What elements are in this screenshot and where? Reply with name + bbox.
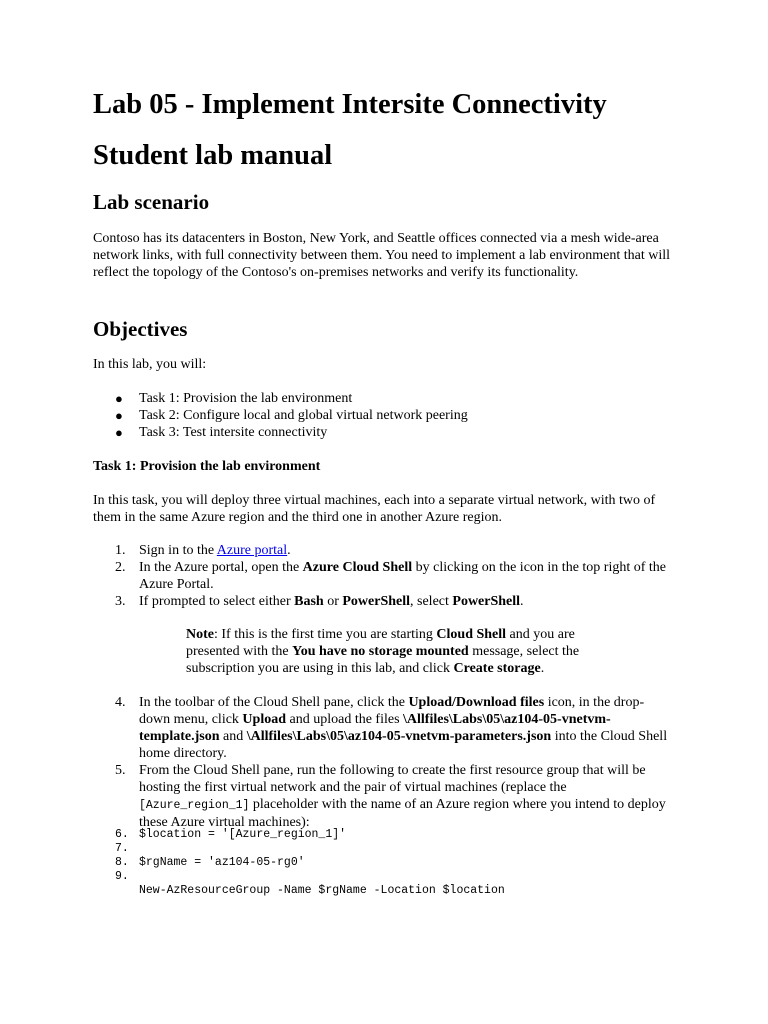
list-item: ● Task 3: Test intersite connectivity: [115, 425, 328, 440]
step-4: 4. In the toolbar of the Cloud Shell pane, click the Upload/Download files icon, in the drop-down menu, click Upload and upload the files \Allfiles\Labs\05\az104-05-vnetvm-template.json and \Allfiles\Labs\05\az104-05-vnetvm-parameters.json into the Cloud Shell home directory.: [115, 695, 668, 761]
list-item: ● Task 1: Provision the lab environment: [115, 391, 353, 406]
bullet-icon: ●: [115, 408, 123, 423]
scenario-heading: Lab scenario: [93, 190, 210, 214]
step-3: 3. If prompted to select either Bash or PowerShell, select PowerShell.: [115, 594, 524, 609]
task1-heading: Task 1: Provision the lab environment: [93, 459, 321, 474]
page-subtitle: Student lab manual: [93, 140, 333, 171]
scenario-paragraph: Contoso has its datacenters in Boston, New York, and Seattle offices connected via a mesh wide-area network links, with full connectivity between them. You need to implement a lab environment that will reflect the topology of the Contoso's on-premises networks and verify its functionality.: [93, 231, 671, 280]
bullet-icon: ●: [115, 425, 123, 440]
step-5: 5. From the Cloud Shell pane, run the following to create the first resource group that will be hosting the first virtual network and the pair of virtual machines (replace the [Azure_region_1] placeholder with the name of an Azure region where you intend to deploy these Azure virtual machines):: [115, 763, 666, 830]
region-placeholder-code: [Azure_region_1]: [139, 799, 250, 812]
storage-note: Note: If this is the first time you are starting Cloud Shell and you are presented with the You have no storage mounted message, select the subscription you are using in this lab, and click Create storage.: [186, 627, 580, 676]
list-item: ● Task 2: Configure local and global virtual network peering: [115, 408, 468, 423]
objectives-heading: Objectives: [93, 317, 188, 341]
azure-portal-link[interactable]: Azure portal: [216, 543, 288, 558]
objectives-list: [93, 390, 678, 441]
bullet-icon: ●: [115, 391, 123, 406]
page-title: Lab 05 - Implement Intersite Connectivity: [93, 89, 607, 120]
step-1: 1. Sign in to the Azure portal.: [115, 543, 291, 558]
objectives-intro: In this lab, you will:: [93, 357, 207, 372]
step-2: 2. In the Azure portal, open the Azure Cloud Shell by clicking on the icon in the top right of the Azure Portal.: [115, 560, 667, 592]
task1-intro: In this task, you will deploy three virtual machines, each into a separate virtual network, with two of them in the same Azure region and the third one in another Azure region.: [93, 493, 656, 525]
